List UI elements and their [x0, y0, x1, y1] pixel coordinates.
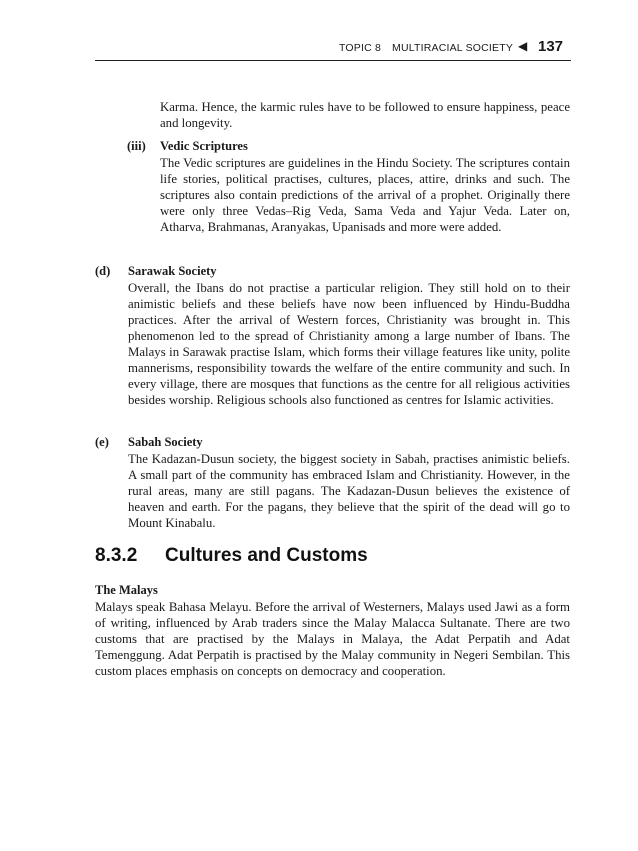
sarawak-text: Overall, the Ibans do not practise a particular religion. They still hold on to their animistic beliefs and these beliefs have now been influenced by Hindu-Buddha practices. After the arrival of Western forces, Christianity was brought in. This phenomenon led to the spread of Christianity among a large number of Ibans. The Malays in Sarawak practise Islam, which forms their village features like unity, polite mannerisms, responsibility towards the welfare of the entire community and such. In every village, there are mosques that functions as the centre for all religious activities besides worship. Religious schools also functioned as centres for Islamic activities. — [128, 281, 570, 407]
page-number: ◀ 137 — [538, 38, 563, 55]
vedic-text: The Vedic scriptures are guidelines in the Hindu Society. The scriptures contain life stories, political practises, cultures, places, attire, drinks and such. The scriptures also contain predictions of the arrival of a prophet. Originally there were only three Vedas–Rig Veda, Sama Veda and Yajur Veda. Later on, Atharva, Brahmanas, Aranyakas, Upanisads and more were added. — [160, 156, 570, 234]
sabah-heading: Sabah Society — [128, 435, 203, 449]
karma-continuation: Karma. Hence, the karmic rules have to be followed to ensure happiness, peace and longevity. — [160, 100, 570, 130]
vedic-heading: Vedic Scriptures — [160, 139, 248, 153]
header-title: MULTIRACIAL SOCIETY — [392, 42, 514, 54]
sabah-label: (e) — [95, 435, 109, 449]
page-header — [95, 38, 571, 61]
malays-text: Malays speak Bahasa Melayu. Before the arrival of Westerners, Malays used Jawi as a form of writing, influenced by Arab traders since the Malay Malacca Sultanate. There are two customs that are practised by the Malays in Malaya, the Adat Perpatih and Adat Temenggung. Adat Perpatih is practised by the Malay community in Negeri Sembilan. This custom places emphasis on concepts on democracy and cooperation. — [95, 600, 570, 678]
sarawak-label: (d) — [95, 264, 111, 278]
section-heading — [95, 545, 368, 567]
section-title: Cultures and Customs — [165, 545, 368, 566]
malays-heading: The Malays — [95, 583, 158, 597]
header-topic: TOPIC 8 — [339, 42, 382, 54]
vedic-label: (iii) — [127, 139, 146, 153]
section-number: 8.3.2 — [95, 545, 138, 566]
sabah-text: The Kadazan-Dusun society, the biggest society in Sabah, practises animistic beliefs. A small part of the community has embraced Islam and Christianity. However, in the rural areas, many are still pagans. The Kadazan-Dusun believes the existence of heaven and earth. For the pagans, they believe that the spirit of the dead will go to Mount Kinabalu. — [128, 452, 570, 530]
sarawak-heading: Sarawak Society — [128, 264, 217, 278]
